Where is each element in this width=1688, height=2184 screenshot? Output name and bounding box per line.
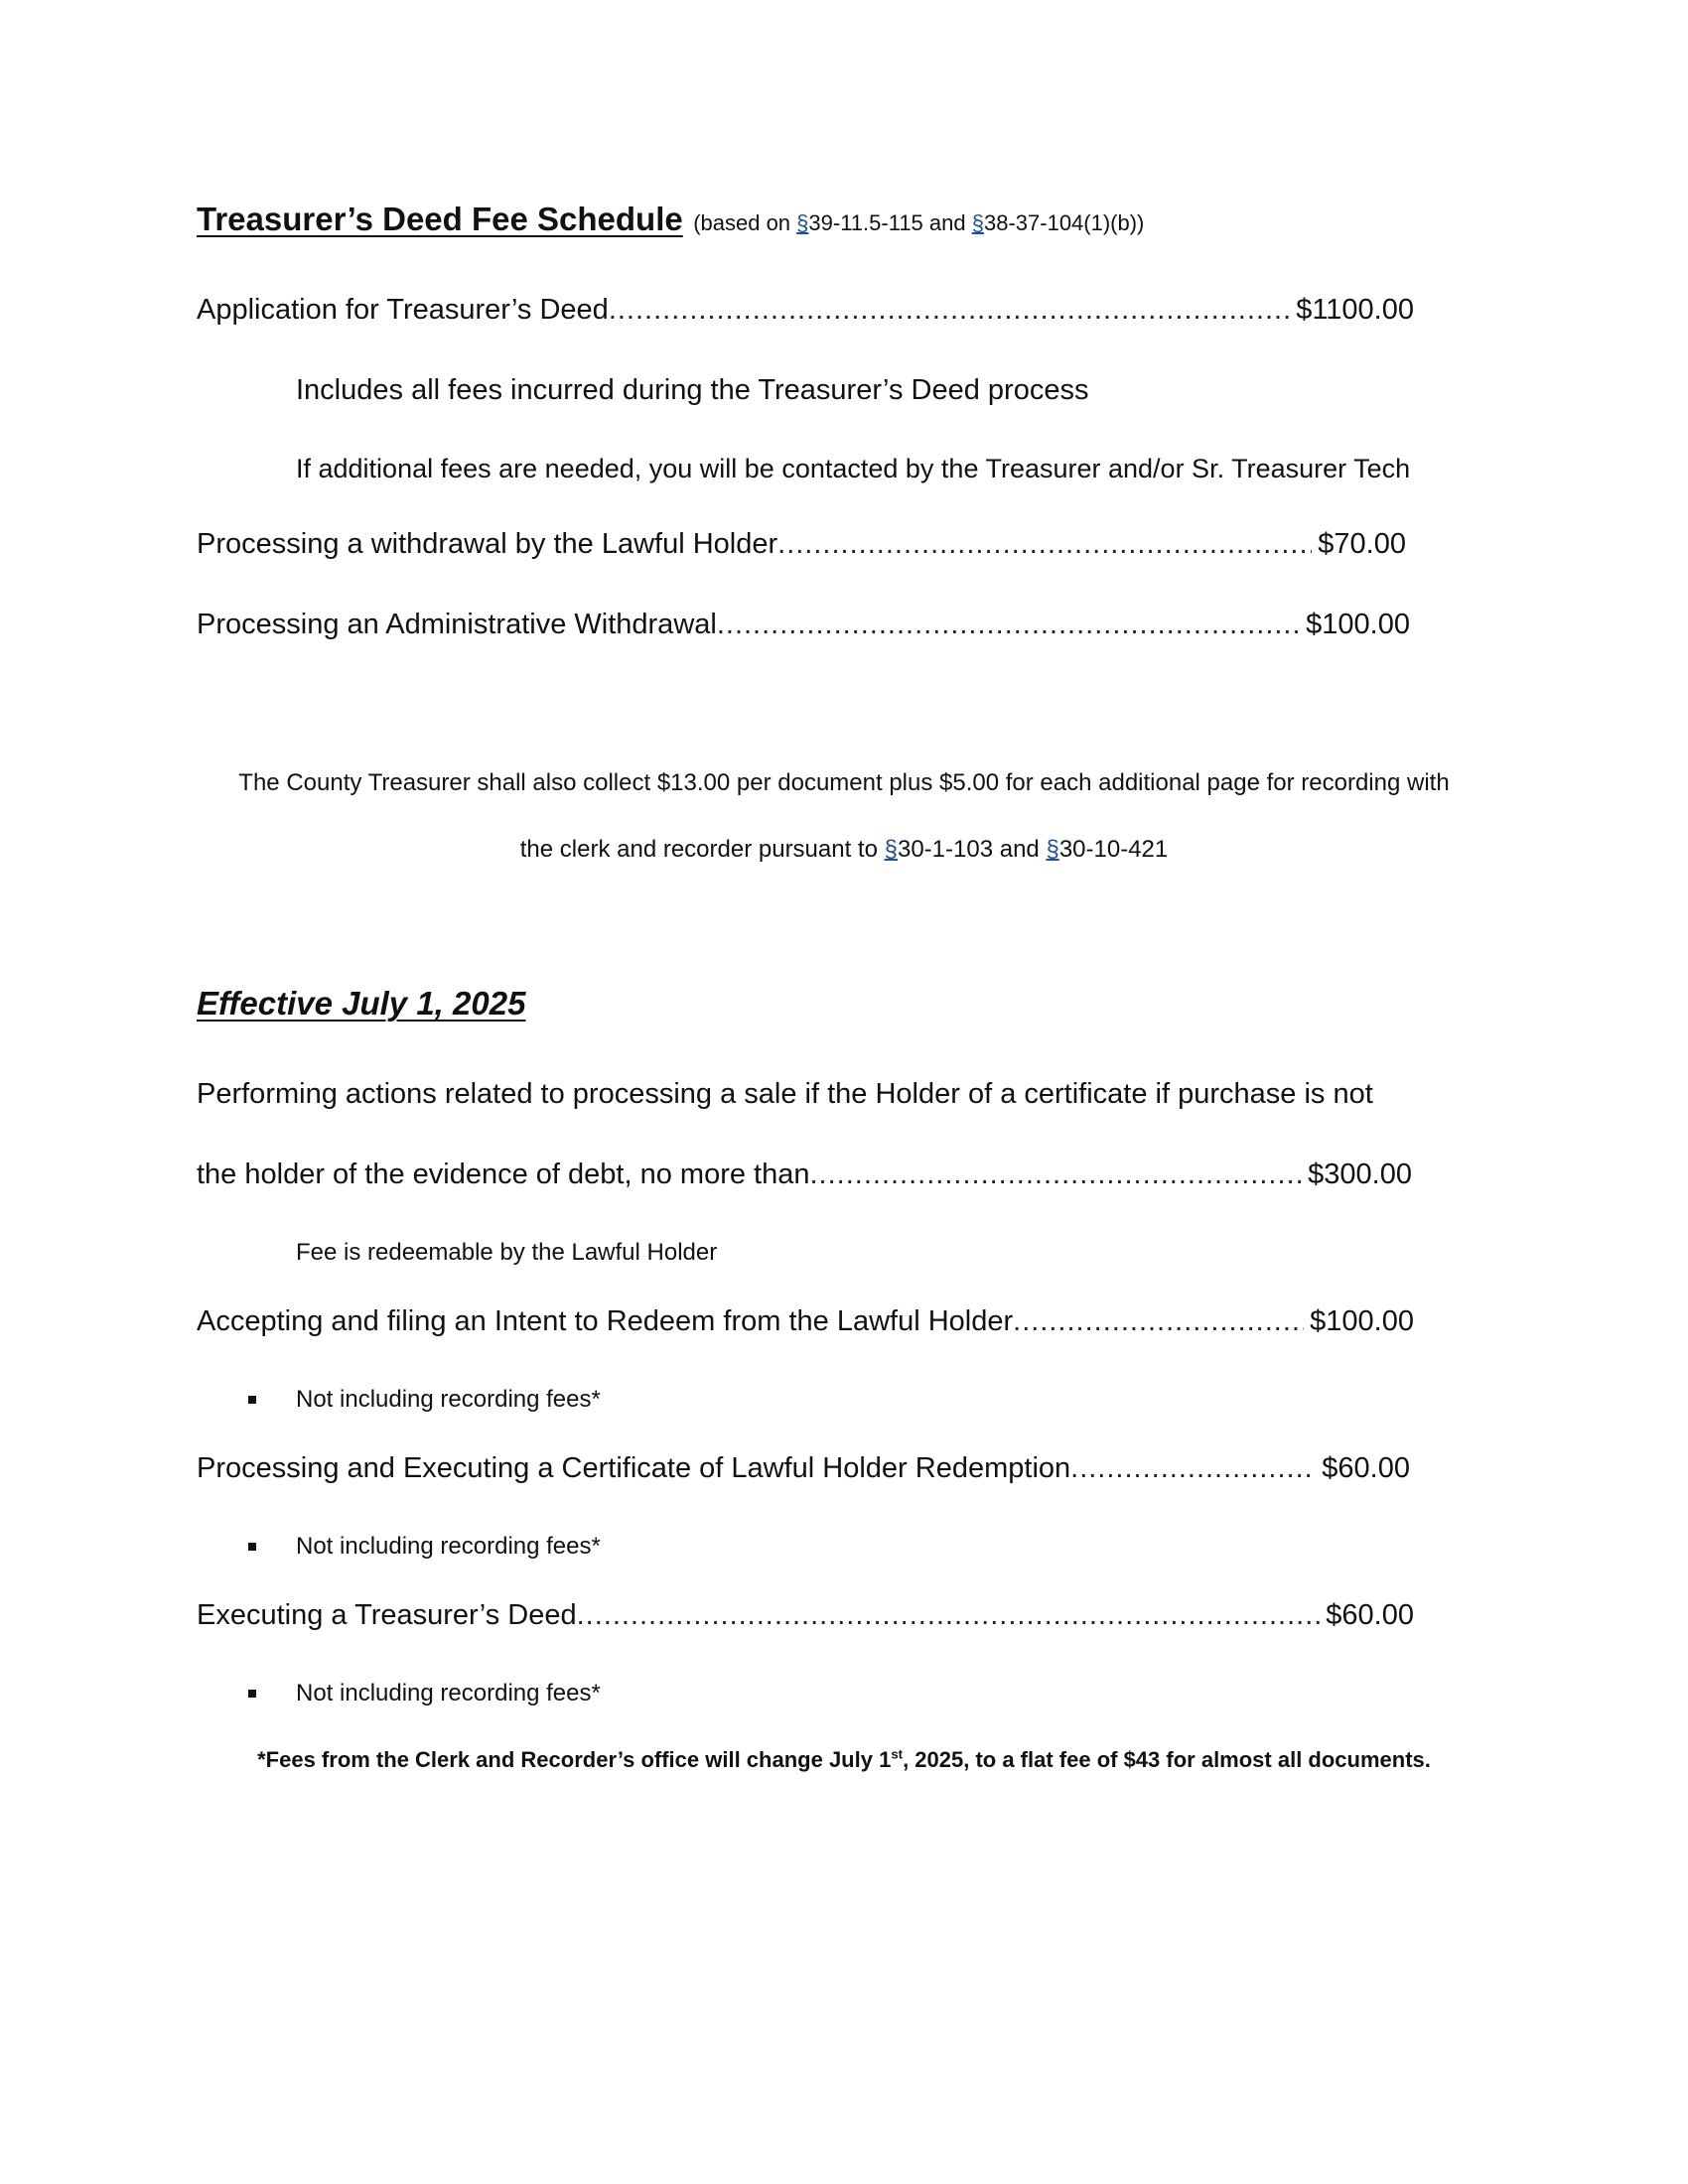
application-note-1: Includes all fees incurred during the Treasurer’s Deed process xyxy=(296,374,1089,406)
application-note-2: If additional fees are needed, you will be contacted by the Treasurer and/or Sr. Treasurer Tech xyxy=(296,454,1411,483)
leader-dots xyxy=(777,528,1312,561)
leader-dots xyxy=(717,609,1300,641)
footnote: *Fees from the Clerk and Recorder’s office will change July 1st, 2025, to a flat fee of $43 for almost all documents. xyxy=(257,1746,1431,1772)
leader-dots xyxy=(577,1599,1321,1632)
fee-label: Application for Treasurer’s Deed xyxy=(197,294,609,326)
fee-row-certificate-redemption xyxy=(197,1452,1410,1485)
fee-amount: $60.00 xyxy=(1322,1452,1410,1484)
leader-dots xyxy=(609,294,1290,327)
fee-row-lawful-holder-withdrawal xyxy=(197,528,1406,561)
fee-amount: $1100.00 xyxy=(1296,294,1414,326)
bullet-icon xyxy=(248,1396,256,1404)
fee-row-application xyxy=(197,294,1414,327)
section-link-3[interactable]: § xyxy=(884,836,898,863)
section-link-4[interactable]: § xyxy=(1046,836,1059,863)
recording-note-line-2: the clerk and recorder pursuant to §30-1-103 and §30-10-421 xyxy=(519,836,1169,863)
leader-dots xyxy=(809,1159,1302,1191)
fee-row-intent-to-redeem xyxy=(197,1305,1414,1338)
fee-amount: $100.00 xyxy=(1310,1305,1414,1337)
section-link-1[interactable]: § xyxy=(796,210,809,235)
fee-amount: $100.00 xyxy=(1306,609,1410,640)
bullet-icon xyxy=(248,1543,256,1551)
fee-label: Processing a withdrawal by the Lawful Holder xyxy=(197,528,778,560)
fee-label: Executing a Treasurer’s Deed xyxy=(197,1599,577,1631)
sale-fee-note: Fee is redeemable by the Lawful Holder xyxy=(296,1239,718,1266)
section-link-2[interactable]: § xyxy=(971,210,984,235)
fee-row-executing-deed xyxy=(197,1599,1414,1632)
recording-note-line-1: The County Treasurer shall also collect $13.00 per document plus $5.00 for each additional page for recording with xyxy=(238,769,1450,796)
fee-amount: $300.00 xyxy=(1308,1159,1412,1190)
leader-dots xyxy=(1013,1305,1304,1338)
fee-label: the holder of the evidence of debt, no more than xyxy=(197,1159,810,1190)
recording-fee-note: Not including recording fees* xyxy=(296,1386,601,1413)
fee-row-sale-processing xyxy=(197,1159,1412,1191)
bullet-icon xyxy=(248,1690,256,1698)
fee-row-administrative-withdrawal xyxy=(197,609,1410,641)
page-title: Treasurer’s Deed Fee Schedule xyxy=(197,201,683,237)
recording-fee-note: Not including recording fees* xyxy=(296,1680,601,1706)
fee-label: Processing an Administrative Withdrawal xyxy=(197,609,717,640)
fee-amount: $70.00 xyxy=(1318,528,1406,560)
recording-fee-note: Not including recording fees* xyxy=(296,1533,601,1560)
effective-date-title: Effective July 1, 2025 xyxy=(197,985,526,1022)
fee-amount: $60.00 xyxy=(1326,1599,1414,1631)
sale-fee-line-1: Performing actions related to processing a sale if the Holder of a certificate if purchase is not xyxy=(197,1078,1373,1110)
leader-dots xyxy=(1070,1452,1316,1485)
statute-basis: (based on §39-11.5-115 and §38-37-104(1)(b)) xyxy=(693,210,1145,235)
fee-label: Accepting and filing an Intent to Redeem from the Lawful Holder xyxy=(197,1305,1014,1337)
page-header xyxy=(197,201,1144,238)
fee-label: Processing and Executing a Certificate of Lawful Holder Redemption xyxy=(197,1452,1071,1484)
